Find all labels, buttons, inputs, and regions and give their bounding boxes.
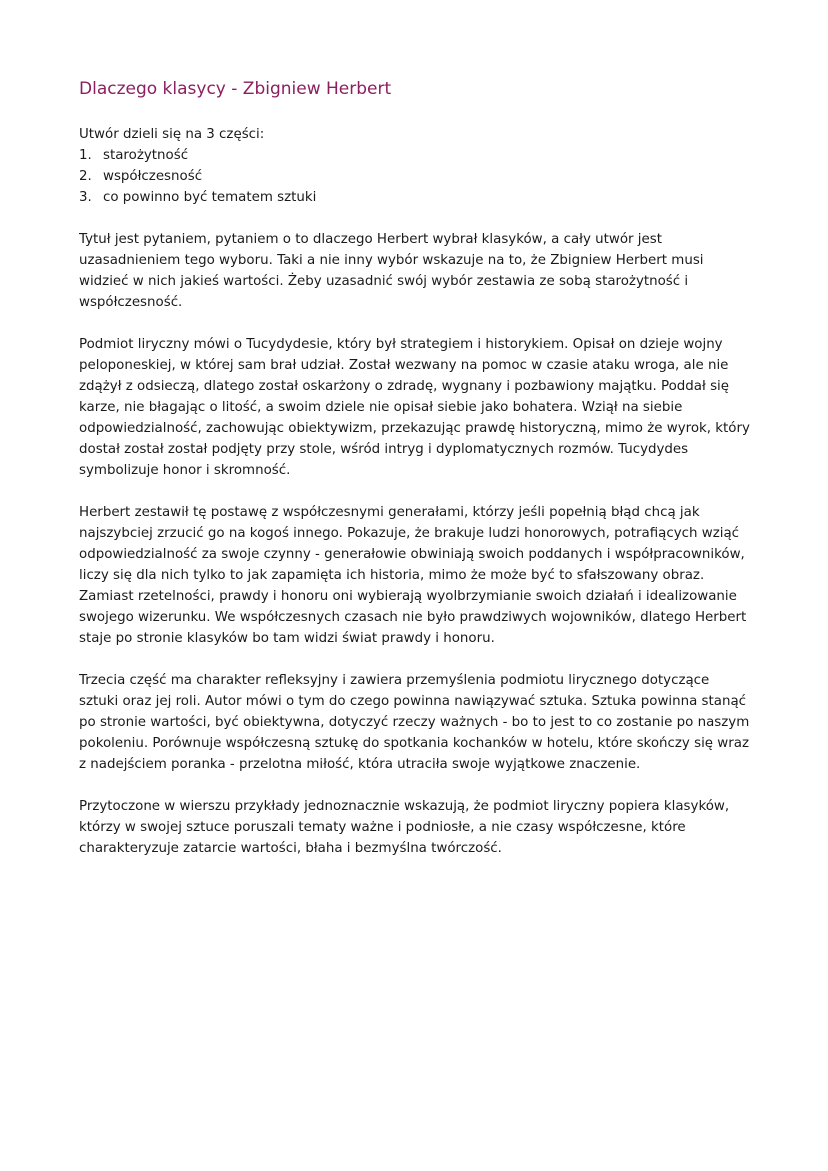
list-number: 1. [79,148,92,163]
document-page [79,76,751,859]
list-text: starożytność [103,148,189,163]
paragraph-conclusion: Przytoczone w wierszu przykłady jednoznacznie wskazują, że podmiot liryczny popiera klasyków, którzy w swojej sztuce poruszali tematy ważne i podniosłe, a nie czasy współczesne, które charakteryzuje zatarcie wartości, błaha i bezmyślna twórczość. [79,799,730,856]
paragraph-tucydydes: Podmiot liryczny mówi o Tucydydesie, który był strategiem i historykiem. Opisał on dzieje wojny peloponeskiej, w której sam brał udział. Został wezwany na pomoc w czasie ataku wroga, ale nie zdążył z odsieczą, dlatego został oskarżony o zdradę, wygnany i pozbawiony majątku. Poddał się karze, nie błagając o litość, a swoim dziele nie opisał siebie jako bohatera. Wziął na siebie odpowiedzialność, zachowując obiektywizm, przekazując prawdę historyczną, mimo że wyrok, który dostał został został podjęty przy stole, wśród intryg i dyplomatycznych rozmów. Tucydydes symbolizuje honor i skromność. [79,337,750,478]
list-number: 2. [79,169,92,184]
list-number: 3. [79,190,92,205]
paragraph-generals: Herbert zestawił tę postawę z współczesnymi generałami, którzy jeśli popełnią błąd chcą jak najszybciej zrzucić go na kogoś innego. Pokazuje, że brakuje ludzi honorowych, potrafiących wziąć odpowiedzialność za swoje czynny - generałowie obwiniają swoich poddanych i współpracowników, liczy się dla nich tylko to jak zapamięta ich historia, mimo że może być to sfałszowany obraz. Zamiast rzetelności, prawdy i honoru oni wybierają wyolbrzymianie swoich działań i idealizowanie swojego wizerunku. We współczesnych czasach nie było prawdziwych wojowników, dlatego Herbert staje po stronie klasyków bo tam widzi świat prawdy i honoru. [79,505,747,646]
list-text: współczesność [103,169,203,184]
document-title: Dlaczego klasycy - Zbigniew Herbert [79,79,392,99]
list-text: co powinno być tematem sztuki [103,190,317,205]
list-item [79,145,751,166]
list-item [79,166,751,187]
list-item [79,187,751,208]
intro-text: Utwór dzieli się na 3 części: [79,127,265,142]
paragraph-title-explanation: Tytuł jest pytaniem, pytaniem o to dlaczego Herbert wybrał klasyków, a cały utwór jest uzasadnieniem tego wyboru. Taki a nie inny wybór wskazuje na to, że Zbigniew Herbert musi widzieć w nich jakieś wartości. Żeby uzasadnić swój wybór zestawia ze sobą starożytność i współczesność. [79,232,704,310]
parts-list [79,145,751,208]
document-body [79,124,751,859]
paragraph-art: Trzecia część ma charakter refleksyjny i zawiera przemyślenia podmiotu lirycznego dotyczące sztuki oraz jej roli. Autor mówi o tym do czego powinna nawiązywać sztuka. Sztuka powinna stanąć po stronie wartości, być obiektywna, dotyczyć rzeczy ważnych - bo to jest to co zostanie po naszym pokoleniu. Porównuje współczesną sztukę do spotkania kochanków w hotelu, które skończy się wraz z nadejściem poranka - przelotna miłość, która utraciła swoje wyjątkowe znaczenie. [79,673,750,772]
